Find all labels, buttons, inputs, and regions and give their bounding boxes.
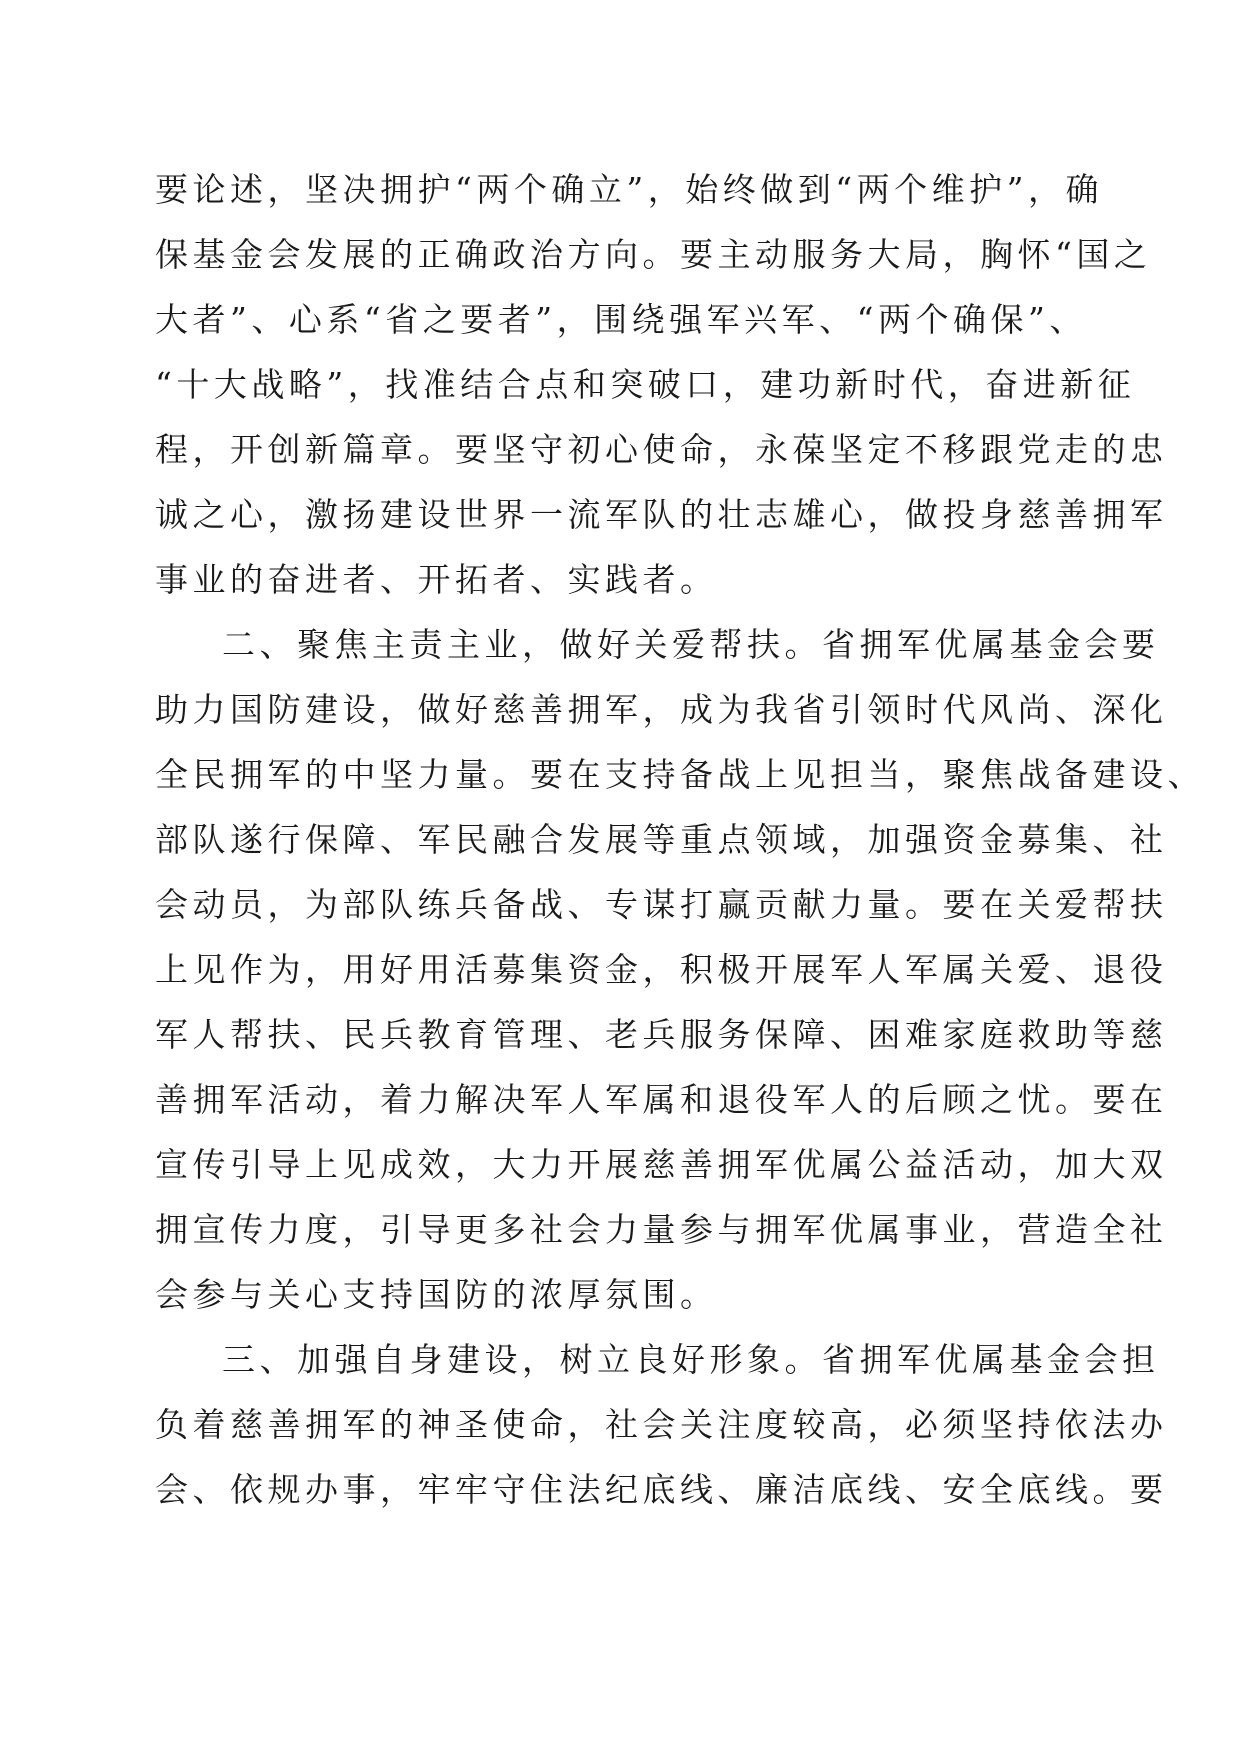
text-line: 事业的奋进者、开拓者、实践者。 — [155, 560, 718, 599]
text-line: 善拥军活动，着力解决军人军属和退役军人的后顾之忧。要在 — [155, 1080, 1168, 1119]
text-line: 助力国防建设，做好慈善拥军，成为我省引领时代风尚、深化 — [155, 690, 1168, 729]
text-line: 程，开创新篇章。要坚守初心使命，永葆坚定不移跟党走的忠 — [155, 430, 1168, 469]
text-line: 保基金会发展的正确政治方向。要主动服务大局，胸怀“国之 — [155, 235, 1152, 274]
text-line: 上见作为，用好用活募集资金，积极开展军人军属关爱、退役 — [155, 950, 1168, 989]
paragraph-heading-3: 三、加强自身建设，树立良好形象。省拥军优属基金会担 — [222, 1340, 1160, 1379]
text-line: “十大战略”，找准结合点和突破口，建功新时代，奋进新征 — [155, 365, 1136, 404]
text-line: 大者”、心系“省之要者”，围绕强军兴军、“两个确保”、 — [155, 300, 1087, 339]
text-line: 全民拥军的中坚力量。要在支持备战上见担当，聚焦战备建设、 — [155, 755, 1205, 794]
text-line: 宣传引导上见成效，大力开展慈善拥军优属公益活动，加大双 — [155, 1145, 1168, 1184]
text-line: 会、依规办事，牢牢守住法纪底线、廉洁底线、安全底线。要 — [155, 1470, 1168, 1509]
text-line: 军人帮扶、民兵教育管理、老兵服务保障、困难家庭救助等慈 — [155, 1015, 1168, 1054]
text-line: 会动员，为部队练兵备战、专谋打赢贡献力量。要在关爱帮扶 — [155, 885, 1168, 924]
text-line: 部队遂行保障、军民融合发展等重点领域，加强资金募集、社 — [155, 820, 1168, 859]
text-line: 拥宣传力度，引导更多社会力量参与拥军优属事业，营造全社 — [155, 1210, 1168, 1249]
text-line: 会参与关心支持国防的浓厚氛围。 — [155, 1275, 718, 1314]
text-line: 负着慈善拥军的神圣使命，社会关注度较高，必须坚持依法办 — [155, 1405, 1168, 1444]
text-line: 诚之心，激扬建设世界一流军队的壮志雄心，做投身慈善拥军 — [155, 495, 1168, 534]
paragraph-heading-2: 二、聚焦主责主业，做好关爱帮扶。省拥军优属基金会要 — [222, 625, 1160, 664]
text-line: 要论述，坚决拥护“两个确立”，始终做到“两个维护”，确 — [155, 170, 1103, 209]
